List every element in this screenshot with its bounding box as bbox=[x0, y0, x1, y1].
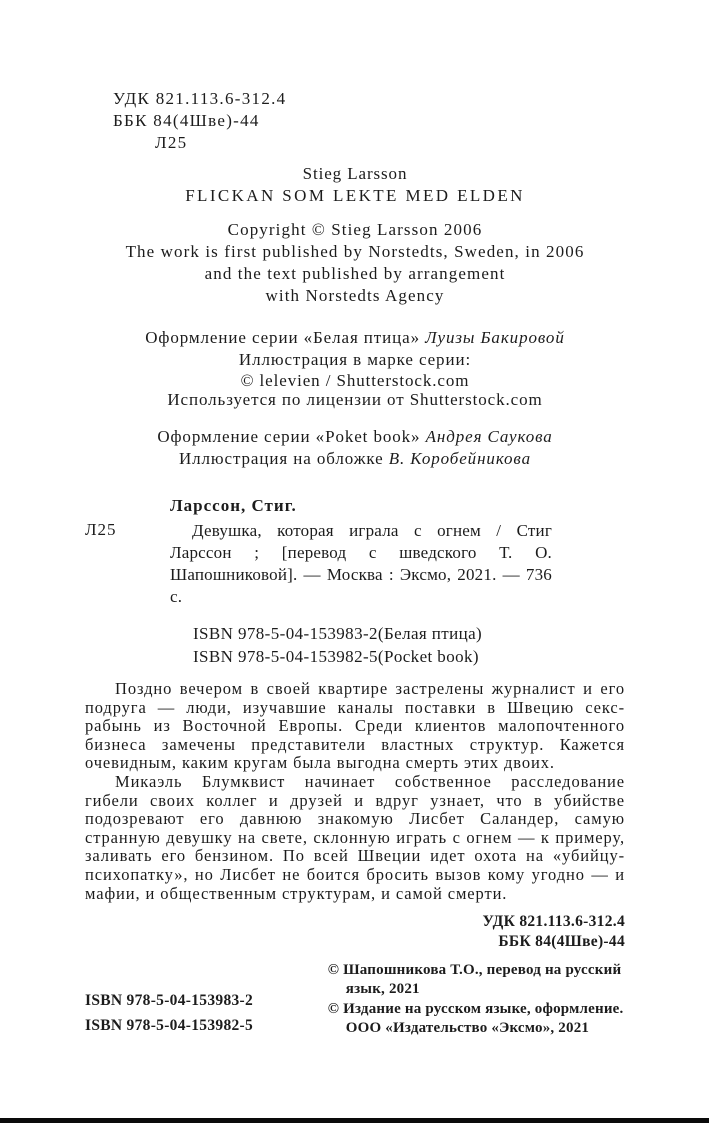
copyright-notice-translation: © Шапошникова Т.О., перевод на русский язык, 2021 bbox=[327, 962, 622, 998]
copyright-line-3: and the text published by arrangement bbox=[204, 264, 506, 283]
pocket-design-text: Оформление серии «Poket book» bbox=[157, 427, 426, 446]
series-pocket-book-block bbox=[85, 426, 625, 470]
author-sign-top: Л25 bbox=[155, 133, 188, 152]
bottom-imprint-row bbox=[85, 961, 625, 1039]
series-white-bird-block bbox=[85, 327, 625, 409]
copyright-line-2: The work is first published by Norstedts, Sweden, in 2006 bbox=[125, 242, 585, 261]
annotation-paragraph-1: Поздно вечером в своей квартире застрелены журналист и его подруга — люди, изучавшие каналы поставки в Швецию секс-рабынь из Восточной Европы. Среди клиентов малопочтенного бизнеса замечены представители властных структур. Кажется очевидным, каким кругам была выгодна смерть этих двоих. bbox=[85, 679, 625, 773]
original-author: Stieg Larsson bbox=[302, 164, 408, 183]
copyright-block bbox=[85, 219, 625, 307]
udk-code-top: УДК 821.113.6-312.4 bbox=[113, 89, 287, 108]
series-design-text: Оформление серии «Белая птица» bbox=[145, 328, 426, 347]
bbk-code-top: ББК 84(4Шве)-44 bbox=[113, 111, 260, 130]
cover-illustrator-name: В. Коробейникова bbox=[388, 449, 531, 468]
series-design-credit bbox=[85, 327, 625, 349]
catalog-card-block bbox=[85, 496, 625, 608]
shutterstock-license-line: Используется по лицензии от Shutterstock.com bbox=[167, 390, 543, 409]
catalog-entry-row bbox=[85, 520, 625, 608]
series-designer-name: Луизы Бакировой bbox=[425, 328, 565, 347]
annotation-block bbox=[85, 680, 625, 903]
bottom-copyright-block bbox=[328, 961, 625, 1039]
pocket-designer-name: Андрея Саукова bbox=[425, 427, 553, 446]
catalog-entry: Девушка, которая играла с огнем / Стиг Ларссон ; [перевод с шведского Т. О. Шапошниковой]. — Москва : Эксмо, 2021. — 736 с. bbox=[170, 521, 552, 606]
cover-illustration-text: Иллюстрация на обложке bbox=[178, 449, 389, 468]
catalog-author-sign: Л25 bbox=[85, 520, 117, 539]
isbn-white-bird: ISBN 978-5-04-153983-2(Белая птица) bbox=[193, 624, 483, 643]
bottom-codes-block bbox=[85, 912, 625, 952]
bbk-code-bottom: ББК 84(4Шве)-44 bbox=[498, 933, 625, 951]
isbn-bottom-block bbox=[85, 961, 328, 1039]
catalog-author: Ларссон, Стиг. bbox=[170, 496, 297, 515]
copyright-line-1: Copyright © Stieg Larsson 2006 bbox=[227, 220, 483, 239]
cover-illustration-credit bbox=[85, 448, 625, 470]
copyright-notice-edition: © Издание на русском языке, оформление. ООО «Издательство «Эксмо», 2021 bbox=[327, 1001, 624, 1037]
annotation-paragraph-2: Микаэль Блумквист начинает собственное расследование гибели своих коллег и друзей и вдруг узнает, что в убийстве подозревают его давнюю знакомую Лисбет Саландер, самую странную девушку на свете, склонную играть с огнем — к примеру, заливать его бензином. По всей Швеции идет охота на «убийцу-психопатку», но Лисбет не боится бросить вызов кому угодно — и мафии, и общественным структурам, и самой смерти. bbox=[85, 771, 625, 903]
copyright-line-4: with Norstedts Agency bbox=[265, 286, 445, 305]
pocket-design-credit bbox=[85, 426, 625, 448]
isbn-bottom-1: ISBN 978-5-04-153983-2 bbox=[85, 992, 254, 1010]
isbn-pocket-book: ISBN 978-5-04-153982-5(Pocket book) bbox=[193, 647, 479, 666]
isbn-bottom-2: ISBN 978-5-04-153982-5 bbox=[85, 1017, 254, 1035]
series-mark-illustration-line: Иллюстрация в марке серии: bbox=[238, 350, 472, 369]
original-title: FLICKAN SOM LEKTE MED ELDEN bbox=[185, 186, 525, 205]
top-codes-block bbox=[113, 88, 625, 154]
isbn-series-block bbox=[193, 622, 625, 668]
udk-code-bottom: УДК 821.113.6-312.4 bbox=[482, 913, 625, 931]
page-bottom-edge-line bbox=[0, 1118, 709, 1123]
shutterstock-credit-line: © lelevien / Shutterstock.com bbox=[240, 371, 470, 390]
